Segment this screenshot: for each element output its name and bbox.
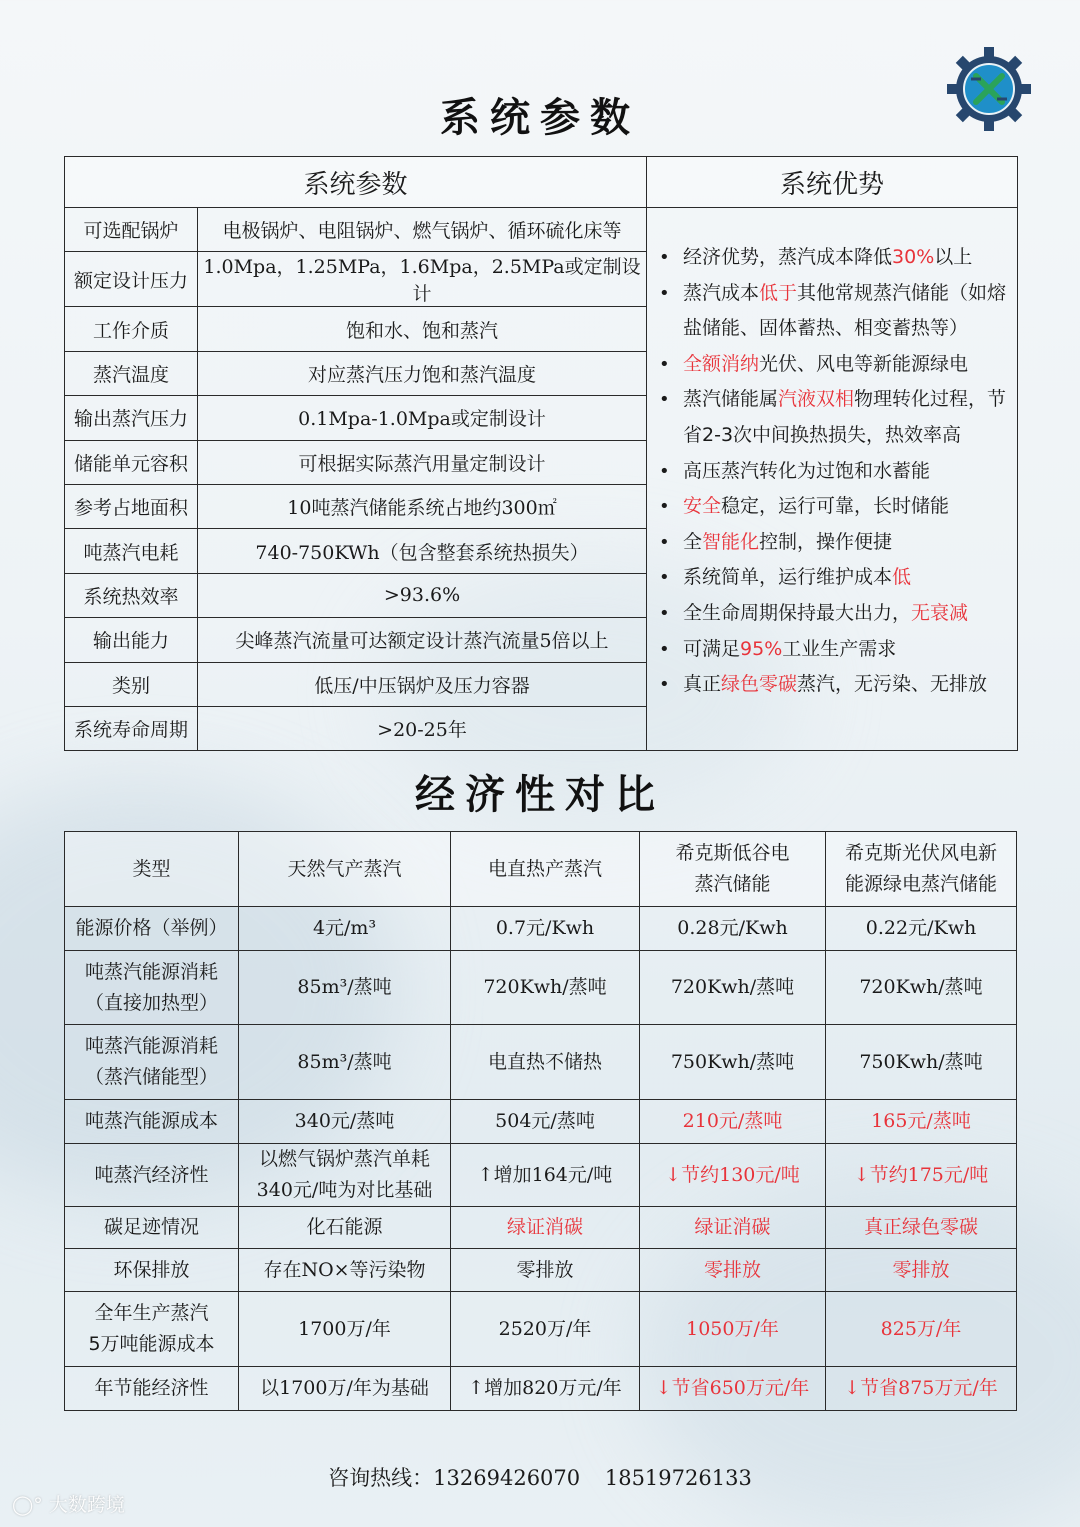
param-label: 可选配锅炉 — [65, 208, 198, 252]
econ-row-label: 吨蒸汽能源消耗 （直接加热型） — [65, 951, 239, 1025]
econ-row-label: 吨蒸汽经济性 — [65, 1144, 239, 1207]
advantage-item — [659, 667, 1011, 703]
econ-cell: 零排放 — [451, 1249, 640, 1292]
param-label: 系统寿命周期 — [65, 706, 198, 750]
econ-cell: ↑增加820万元/年 — [451, 1367, 640, 1411]
econ-cell: 零排放 — [826, 1249, 1017, 1292]
advantage-highlight: 安全 — [683, 495, 722, 518]
advantage-text: 高压蒸汽转化为过饱和水蓄能 — [683, 459, 931, 482]
econ-cell: 以1700万/年为基础 — [239, 1367, 451, 1411]
watermark-text: 大数跨境 — [48, 1494, 125, 1516]
econ-row-label: 碳足迹情况 — [65, 1207, 239, 1249]
system-parameters-table — [64, 156, 1018, 751]
advantage-text: 蒸汽，无污染、无排放 — [797, 673, 988, 696]
econ-cell: 1700万/年 — [239, 1292, 451, 1367]
param-value: >20-25年 — [198, 706, 647, 750]
econ-row — [65, 1207, 1017, 1249]
param-value: 10吨蒸汽储能系统占地约300㎡ — [198, 484, 647, 528]
param-label: 类别 — [65, 662, 198, 706]
econ-row-label: 吨蒸汽能源消耗 （蒸汽储能型） — [65, 1025, 239, 1100]
advantage-highlight: 30% — [892, 246, 935, 268]
economics-title: 经济性对比 — [415, 772, 665, 818]
watermark-logo-icon: ◯° — [12, 1494, 43, 1516]
advantage-item — [659, 382, 1011, 453]
advantage-item — [659, 454, 1011, 490]
page-title: 系统参数 — [440, 95, 640, 141]
advantage-highlight: 无衰减 — [911, 601, 969, 624]
econ-cell: ↓节约130元/吨 — [640, 1144, 826, 1207]
advantage-text: 物理转化过程，节省2-3次中间换热损失，热效率高 — [683, 388, 1007, 446]
econ-row — [65, 1249, 1017, 1292]
econ-header-row — [65, 832, 1017, 907]
advantage-item — [659, 560, 1011, 596]
econ-row — [65, 1144, 1017, 1207]
econ-row-label: 能源价格（举例） — [65, 907, 239, 951]
econ-cell: 340元/蒸吨 — [239, 1100, 451, 1144]
econ-cell: 165元/蒸吨 — [826, 1100, 1017, 1144]
param-value: 可根据实际蒸汽用量定制设计 — [198, 440, 647, 484]
econ-row-label: 吨蒸汽能源成本 — [65, 1100, 239, 1144]
advantage-text: 蒸汽成本 — [683, 281, 760, 304]
economics-comparison-table — [64, 831, 1017, 1411]
param-label: 蒸汽温度 — [65, 351, 198, 395]
param-value: >93.6% — [198, 573, 647, 617]
param-label: 输出蒸汽压力 — [65, 396, 198, 440]
econ-cell: 绿证消碳 — [451, 1207, 640, 1249]
param-label: 吨蒸汽电耗 — [65, 529, 198, 573]
econ-row — [65, 1292, 1017, 1367]
econ-cell: 真正绿色零碳 — [826, 1207, 1017, 1249]
param-value: 0.1Mpa-1.0Mpa或定制设计 — [198, 396, 647, 440]
econ-cell: 绿证消碳 — [640, 1207, 826, 1249]
econ-cell: ↓节约175元/吨 — [826, 1144, 1017, 1207]
advantage-highlight: 全额消纳 — [683, 352, 760, 375]
advantages-cell — [647, 208, 1018, 751]
econ-cell: 720Kwh/蒸吨 — [451, 951, 640, 1025]
econ-cell: 720Kwh/蒸吨 — [826, 951, 1017, 1025]
advantage-item — [659, 632, 1011, 668]
econ-row-label: 年节能经济性 — [65, 1367, 239, 1411]
econ-cell: 85m³/蒸吨 — [239, 1025, 451, 1100]
econ-cell: 85m³/蒸吨 — [239, 951, 451, 1025]
econ-cell: 电直热不储热 — [451, 1025, 640, 1100]
param-value: 对应蒸汽压力饱和蒸汽温度 — [198, 351, 647, 395]
param-label: 工作介质 — [65, 307, 198, 351]
param-value: 饱和水、饱和蒸汽 — [198, 307, 647, 351]
econ-header-cell: 希克斯低谷电 蒸汽储能 — [640, 832, 826, 907]
hotline-label: 咨询热线： — [328, 1466, 434, 1490]
econ-header-cell: 天然气产蒸汽 — [239, 832, 451, 907]
consult-hotline — [0, 1462, 1080, 1492]
econ-cell: 0.22元/Kwh — [826, 907, 1017, 951]
econ-cell: 4元/m³ — [239, 907, 451, 951]
param-value: 740-750KWh（包含整套系统热损失） — [198, 529, 647, 573]
econ-row — [65, 1367, 1017, 1411]
econ-cell: 1050万/年 — [640, 1292, 826, 1367]
econ-cell: 0.7元/Kwh — [451, 907, 640, 951]
advantage-highlight: 汽液双相 — [778, 388, 855, 411]
param-label: 额定设计压力 — [65, 252, 198, 307]
advantage-highlight: 低 — [892, 566, 912, 589]
econ-header-cell: 希克斯光伏风电新 能源绿电蒸汽储能 — [826, 832, 1017, 907]
advantage-item — [659, 489, 1011, 525]
hotline-phone-1[interactable]: 13269426070 — [433, 1466, 581, 1490]
advantage-item — [659, 525, 1011, 561]
econ-cell: 750Kwh/蒸吨 — [826, 1025, 1017, 1100]
advantage-text: 全生命周期保持最大出力， — [683, 601, 912, 624]
param-label: 参考占地面积 — [65, 484, 198, 528]
econ-cell: 化石能源 — [239, 1207, 451, 1249]
econ-cell: ↓节省875万元/年 — [826, 1367, 1017, 1411]
econ-header-cell: 类型 — [65, 832, 239, 907]
advantage-text: 全 — [683, 530, 703, 553]
params-header-left: 系统参数 — [65, 157, 647, 208]
params-row — [65, 208, 1018, 252]
econ-row — [65, 1100, 1017, 1144]
econ-cell: 2520万/年 — [451, 1292, 640, 1367]
econ-cell: 504元/蒸吨 — [451, 1100, 640, 1144]
param-value: 电极锅炉、电阻锅炉、燃气锅炉、循环硫化床等 — [198, 208, 647, 252]
params-header-right: 系统优势 — [647, 157, 1018, 208]
econ-row — [65, 907, 1017, 951]
econ-cell: 750Kwh/蒸吨 — [640, 1025, 826, 1100]
econ-cell: ↑增加164元/吨 — [451, 1144, 640, 1207]
advantage-item — [659, 347, 1011, 383]
advantage-text: 工业生产需求 — [782, 637, 897, 660]
advantage-text: 蒸汽储能属 — [683, 388, 779, 411]
advantage-text: 光伏、风电等新能源绿电 — [759, 352, 969, 375]
econ-row-label: 环保排放 — [65, 1249, 239, 1292]
econ-header-cell: 电直热产蒸汽 — [451, 832, 640, 907]
econ-row — [65, 951, 1017, 1025]
advantage-text: 控制，操作便捷 — [759, 530, 893, 553]
econ-cell: 210元/蒸吨 — [640, 1100, 826, 1144]
param-value: 1.0Mpa，1.25MPa，1.6Mpa，2.5MPa或定制设计 — [198, 252, 647, 307]
advantage-text: 经济优势，蒸汽成本降低 — [683, 246, 893, 268]
advantage-item — [659, 596, 1011, 632]
econ-cell: 0.28元/Kwh — [640, 907, 826, 951]
watermark — [12, 1490, 125, 1517]
advantage-item — [659, 240, 1011, 276]
advantage-text: 真正 — [683, 673, 722, 696]
econ-cell: 存在NO×等污染物 — [239, 1249, 451, 1292]
advantage-highlight: 低于 — [759, 281, 798, 304]
econ-row — [65, 1025, 1017, 1100]
param-value: 低压/中压锅炉及压力容器 — [198, 662, 647, 706]
advantage-text: 其他常规蒸汽储能（如熔盐储能、固体蓄热、相变蓄热等） — [683, 281, 1007, 340]
advantage-highlight: 智能化 — [702, 530, 760, 553]
param-label: 输出能力 — [65, 618, 198, 662]
advantage-text: 稳定，运行可靠，长时储能 — [721, 495, 950, 518]
param-label: 储能单元容积 — [65, 440, 198, 484]
advantage-text: 可满足 — [683, 637, 741, 660]
econ-cell: 以燃气锅炉蒸汽单耗 340元/吨为对比基础 — [239, 1144, 451, 1207]
advantages-list — [659, 240, 1011, 703]
param-value: 尖峰蒸汽流量可达额定设计蒸汽流量5倍以上 — [198, 618, 647, 662]
econ-cell: 720Kwh/蒸吨 — [640, 951, 826, 1025]
econ-row-label: 全年生产蒸汽 5万吨能源成本 — [65, 1292, 239, 1367]
econ-cell: 825万/年 — [826, 1292, 1017, 1367]
advantage-item — [659, 276, 1011, 347]
econ-cell: 零排放 — [640, 1249, 826, 1292]
param-label: 系统热效率 — [65, 573, 198, 617]
advantage-highlight: 95% — [740, 637, 783, 660]
hotline-phone-2[interactable]: 18519726133 — [604, 1466, 752, 1490]
advantage-text: 以上 — [934, 246, 973, 268]
econ-cell: ↓节省650万元/年 — [640, 1367, 826, 1411]
advantage-text: 系统简单，运行维护成本 — [683, 566, 893, 589]
advantage-highlight: 绿色零碳 — [721, 673, 798, 696]
